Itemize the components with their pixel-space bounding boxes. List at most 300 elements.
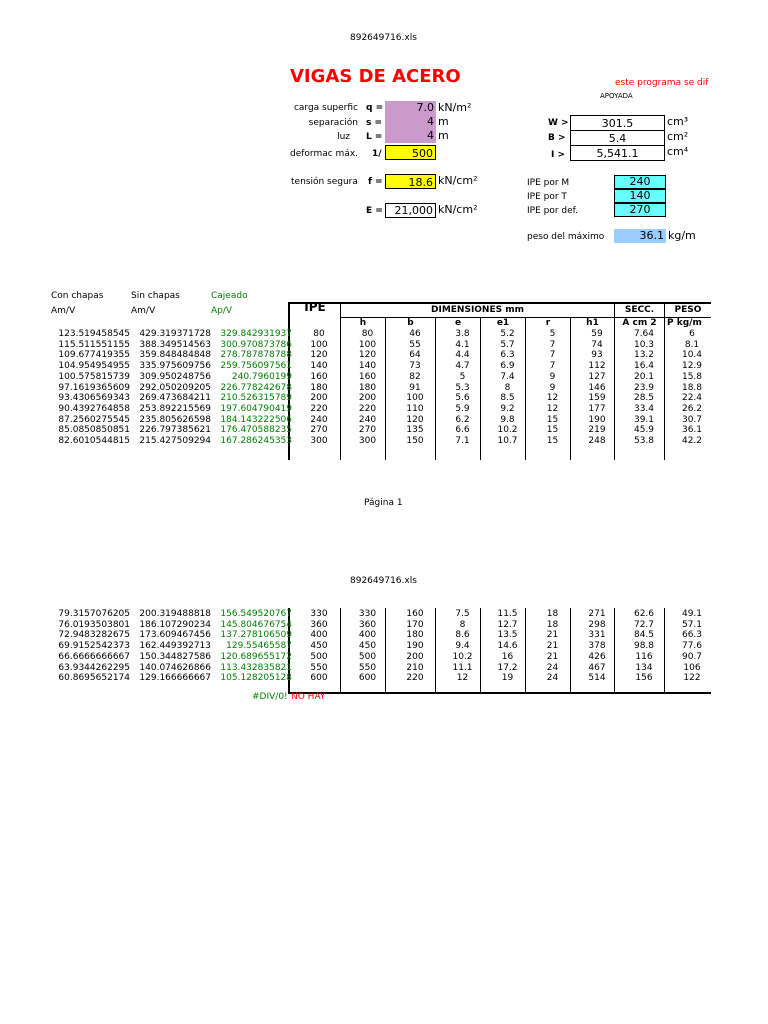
cell-peso: 18.8 (681, 382, 703, 393)
cell-h: 80 (361, 329, 374, 339)
cell-peso: 15.8 (681, 371, 703, 382)
cell-sin-chapas: 226.797385621 (139, 425, 211, 436)
cell-con-chapas: 123.519458545 (58, 329, 130, 339)
cell-h1: 74 (591, 339, 603, 350)
cell-h: 330 (358, 609, 377, 619)
luz-symbol: L = (366, 132, 383, 142)
cell-con-chapas: 79.3157076205 (58, 609, 130, 619)
tension-unit: kN/cm² (438, 174, 478, 187)
cell-con-chapas: 115.511551155 (58, 339, 130, 350)
cell-con-chapas: 76.0193503801 (58, 619, 130, 630)
cell-h1: 378 (588, 641, 606, 652)
cell-con-chapas: 90.4392764858 (58, 403, 130, 414)
cell-b: 120 (406, 414, 424, 425)
cell-e1: 16 (501, 651, 514, 662)
cell-r: 15 (546, 414, 559, 425)
cell-peso: 122 (683, 673, 701, 684)
tension-symbol: f = (368, 177, 383, 187)
cell-ipe: 240 (310, 414, 328, 425)
cell-e: 4.1 (455, 339, 470, 350)
cell-ipe: 200 (310, 393, 328, 404)
dimensiones-header: DIMENSIONES mm (431, 305, 524, 315)
cell-e: 4.7 (455, 361, 470, 372)
cell-sin-chapas: 269.473684211 (139, 393, 211, 404)
cell-cajeado: 167.286245353 (220, 436, 292, 447)
r-header: r (545, 318, 551, 328)
cell-sin-chapas: 335.975609756 (139, 361, 211, 372)
cell-cajeado: 278.787878788 (220, 350, 292, 361)
cell-h: 140 (358, 361, 377, 372)
cell-con-chapas: 63.9344262295 (58, 662, 130, 673)
cell-area: 84.5 (633, 630, 655, 641)
deformacion-label: deformac máx. (290, 149, 359, 159)
cell-r: 21 (546, 630, 559, 641)
cell-e1: 19 (501, 673, 514, 684)
cell-cajeado: 300.970873786 (220, 339, 292, 350)
cell-h1: 159 (588, 393, 606, 404)
table-row (51, 415, 715, 426)
luz-unit: m (438, 129, 449, 142)
e1-header: e1 (496, 318, 510, 328)
cell-peso: 22.4 (681, 393, 703, 404)
cell-r: 21 (546, 651, 559, 662)
cell-h1: 93 (591, 350, 603, 361)
cell-r: 24 (546, 673, 559, 684)
cell-b: 160 (406, 609, 424, 619)
table-row (51, 620, 715, 631)
cell-cajeado: 145.804676754 (220, 619, 292, 630)
con-chapas-unit: Am/V (51, 306, 76, 316)
cell-h: 600 (358, 673, 377, 684)
cell-h: 240 (358, 414, 377, 425)
cell-b: 135 (406, 425, 424, 436)
cell-area: 134 (635, 662, 653, 673)
cell-con-chapas: 97.1619365609 (58, 382, 130, 393)
tension-label: tensión segura (291, 177, 358, 187)
cell-area: 13.2 (633, 350, 655, 361)
cell-cajeado: 120.689655172 (220, 651, 292, 662)
cell-h: 180 (358, 382, 377, 393)
cell-e: 5.6 (455, 393, 470, 404)
cell-ipe: 160 (310, 371, 328, 382)
table-row (51, 641, 715, 652)
table-row (51, 663, 715, 674)
cell-r: 7 (549, 339, 556, 350)
cell-r: 7 (549, 361, 556, 372)
cell-cajeado: 329.842931937 (220, 329, 292, 339)
cell-b: 82 (409, 371, 421, 382)
cell-h: 220 (358, 403, 377, 414)
table-row (51, 350, 715, 361)
cell-r: 18 (546, 609, 559, 619)
cell-r: 21 (546, 641, 559, 652)
page-title: VIGAS DE ACERO (290, 66, 461, 87)
cell-peso: 10.4 (681, 350, 703, 361)
cell-h: 450 (358, 641, 377, 652)
cell-h1: 331 (588, 630, 606, 641)
cell-e1: 6.9 (500, 361, 515, 372)
table-row (51, 383, 715, 394)
cell-peso: 66.3 (681, 630, 703, 641)
cell-ipe: 400 (310, 630, 328, 641)
cell-area: 156 (635, 673, 653, 684)
cell-h1: 112 (588, 361, 606, 372)
cell-area: 39.1 (633, 414, 655, 425)
cell-e1: 14.6 (497, 641, 518, 652)
cell-b: 150 (406, 436, 424, 447)
table-row (51, 630, 715, 641)
cell-cajeado: 259.756097561 (220, 361, 292, 372)
cell-h1: 426 (588, 651, 606, 662)
cell-e: 5.9 (455, 403, 470, 414)
cell-b: 55 (409, 339, 421, 350)
cell-con-chapas: 69.9152542373 (58, 641, 130, 652)
cell-r: 9 (549, 382, 556, 393)
cell-h1: 177 (588, 403, 606, 414)
cell-e1: 11.5 (497, 609, 518, 619)
w-unit: cm³ (667, 115, 689, 128)
cell-con-chapas: 85.0850850851 (58, 425, 130, 436)
cell-e: 6.2 (455, 414, 470, 425)
cell-sin-chapas: 429.319371728 (139, 329, 211, 339)
cell-sin-chapas: 235.805626598 (139, 414, 211, 425)
carga-unit: kN/m² (438, 101, 472, 114)
deformacion-input[interactable]: 500 (385, 145, 436, 160)
cell-ipe: 140 (310, 361, 328, 372)
ipe-m-label: IPE por M (527, 178, 570, 188)
cell-h1: 514 (588, 673, 606, 684)
cell-r: 5 (549, 329, 556, 339)
cell-h1: 248 (588, 436, 606, 447)
cell-e: 12 (456, 673, 469, 684)
table-row (51, 340, 715, 351)
cell-h1: 127 (588, 371, 606, 382)
cell-peso: 6 (689, 329, 695, 339)
cell-con-chapas: 60.8695652174 (58, 673, 130, 684)
cell-e1: 5.7 (500, 339, 515, 350)
cell-area: 16.4 (633, 361, 655, 372)
cell-ipe: 500 (310, 651, 328, 662)
cell-h1: 467 (588, 662, 606, 673)
cell-r: 24 (546, 662, 559, 673)
peso-label: peso del máximo (527, 232, 605, 242)
cell-h: 100 (358, 339, 377, 350)
cell-e1: 12.7 (497, 619, 518, 630)
cell-h1: 190 (588, 414, 606, 425)
cell-area: 33.4 (633, 403, 655, 414)
carga-symbol: q = (366, 103, 384, 113)
cell-b: 210 (406, 662, 424, 673)
cell-con-chapas: 72.9483282675 (58, 630, 130, 641)
table-row (51, 673, 715, 684)
deformacion-symbol: 1/ (372, 149, 382, 159)
program-note: este programa se dif (615, 78, 709, 88)
cell-cajeado: 113.432835821 (220, 662, 292, 673)
elasticity-unit: kN/cm² (438, 203, 478, 216)
peso-header: PESO (674, 305, 702, 315)
cell-sin-chapas: 253.892215569 (139, 403, 211, 414)
ipe-table-page2 (51, 609, 715, 684)
cell-h: 200 (358, 393, 377, 404)
cell-h1: 59 (591, 329, 603, 339)
carga-label: carga superfic (293, 103, 358, 113)
cell-h: 160 (358, 371, 377, 382)
cell-cajeado: 197.604790419 (220, 403, 292, 414)
cell-sin-chapas: 359.848484848 (139, 350, 211, 361)
cell-e: 8 (459, 619, 466, 630)
cell-e1: 8.5 (500, 393, 515, 404)
b-value: 5.4 (570, 130, 665, 146)
cell-area: 23.9 (633, 382, 655, 393)
cell-cajeado: 129.55465587 (226, 641, 292, 652)
cell-e1: 9.8 (500, 414, 515, 425)
cell-e: 5 (459, 371, 466, 382)
secc-header: SECC. (624, 305, 655, 315)
b-symbol: B > (548, 133, 566, 143)
cell-peso: 26.2 (681, 403, 703, 414)
cell-e: 10.2 (452, 651, 473, 662)
tension-input[interactable]: 18.6 (385, 174, 436, 189)
luz-input[interactable]: 4 (385, 129, 436, 143)
cell-con-chapas: 104.954954955 (58, 361, 130, 372)
cell-peso: 106 (683, 662, 701, 673)
cell-sin-chapas: 186.107290234 (139, 619, 211, 630)
cell-e1: 10.2 (497, 425, 518, 436)
cell-b: 73 (409, 361, 421, 372)
table-row (51, 393, 715, 404)
cell-e: 6.6 (455, 425, 470, 436)
cell-ipe: 330 (310, 609, 328, 619)
cell-peso: 30.7 (681, 414, 703, 425)
cell-sin-chapas: 173.609467456 (139, 630, 211, 641)
cell-peso: 8.1 (684, 339, 700, 350)
cell-cajeado: 240.7960199 (231, 371, 292, 382)
cell-peso: 49.1 (681, 609, 703, 619)
cell-h: 300 (358, 436, 377, 447)
cell-sin-chapas: 292.050209205 (139, 382, 211, 393)
cell-sin-chapas: 162.449392713 (139, 641, 211, 652)
cell-area: 7.64 (633, 329, 655, 339)
cell-peso: 57.1 (681, 619, 703, 630)
luz-label: luz (337, 132, 350, 142)
peso-unit: kg/m (668, 229, 696, 242)
ipe-m-value: 240 (614, 175, 666, 189)
cell-b: 110 (406, 403, 424, 414)
separacion-input[interactable]: 4 (385, 115, 436, 129)
cell-con-chapas: 109.677419355 (58, 350, 130, 361)
page-number: Página 1 (364, 498, 403, 508)
cell-h: 550 (358, 662, 377, 673)
cell-cajeado: 105.128205128 (220, 673, 292, 684)
cell-e: 7.1 (455, 436, 470, 447)
cell-ipe: 100 (310, 339, 328, 350)
w-symbol: W > (548, 118, 569, 128)
ipe-def-label: IPE por def. (527, 206, 579, 216)
cell-e: 9.4 (455, 641, 470, 652)
cell-h1: 146 (588, 382, 606, 393)
cell-r: 7 (549, 350, 556, 361)
cell-h: 500 (358, 651, 377, 662)
cell-area: 53.8 (633, 436, 655, 447)
cell-con-chapas: 66.6666666667 (58, 651, 130, 662)
ipe-table-page1 (51, 329, 715, 447)
cell-peso: 42.2 (681, 436, 703, 447)
no-hay-label: NO HAY (291, 692, 326, 702)
cell-area: 72.7 (633, 619, 655, 630)
table-row (51, 425, 715, 436)
cell-area: 20.1 (633, 371, 655, 382)
cell-r: 15 (546, 425, 559, 436)
cell-ipe: 120 (310, 350, 328, 361)
cell-b: 170 (406, 619, 424, 630)
separacion-symbol: s = (366, 118, 383, 128)
cell-h1: 219 (588, 425, 606, 436)
cell-area: 45.9 (633, 425, 655, 436)
cell-r: 9 (549, 371, 556, 382)
cajeado-unit: Ap/V (211, 306, 233, 316)
cell-area: 28.5 (633, 393, 655, 404)
cell-e1: 9.2 (500, 403, 515, 414)
b-unit: cm² (667, 130, 689, 143)
cell-ipe: 80 (313, 329, 325, 339)
cell-b: 46 (409, 329, 421, 339)
cell-b: 220 (406, 673, 424, 684)
cell-h: 360 (358, 619, 377, 630)
h1-header: h1 (586, 318, 599, 328)
cell-e1: 7.4 (500, 371, 515, 382)
table-row (51, 436, 715, 447)
cell-e: 5.3 (455, 382, 470, 393)
i-symbol: I > (551, 150, 566, 160)
cell-sin-chapas: 309.950248756 (139, 371, 211, 382)
cell-area: 116 (635, 651, 653, 662)
cell-con-chapas: 100.575815739 (58, 371, 130, 382)
cell-e1: 6.3 (500, 350, 515, 361)
cell-con-chapas: 93.4306569343 (58, 393, 130, 404)
cell-ipe: 300 (310, 436, 328, 447)
elasticity-symbol: E = (366, 206, 383, 216)
cell-h: 270 (358, 425, 377, 436)
cell-e1: 13.5 (497, 630, 518, 641)
file-name-header: 892649716.xls (350, 33, 417, 43)
cell-b: 200 (406, 651, 424, 662)
i-value: 5,541.1 (570, 145, 665, 161)
e-header: e (454, 318, 462, 328)
cell-ipe: 600 (310, 673, 328, 684)
cell-ipe: 450 (310, 641, 328, 652)
cell-r: 15 (546, 436, 559, 447)
cell-cajeado: 137.278106509 (220, 630, 292, 641)
cell-b: 100 (406, 393, 424, 404)
separacion-unit: m (438, 115, 449, 128)
cell-con-chapas: 87.2560275545 (58, 414, 130, 425)
cell-e: 11.1 (452, 662, 473, 673)
cell-cajeado: 210.526315789 (220, 393, 292, 404)
cell-peso: 90.7 (681, 651, 703, 662)
cell-r: 18 (546, 619, 559, 630)
w-value: 301.5 (570, 115, 665, 131)
cell-e: 4.4 (455, 350, 470, 361)
cell-e1: 8 (504, 382, 511, 393)
cell-area: 98.8 (633, 641, 655, 652)
p-header: P kg/m (667, 318, 702, 328)
div-error: #DIV/0! (252, 692, 288, 702)
table-row (51, 652, 715, 663)
cell-cajeado: 226.778242678 (220, 382, 292, 393)
cell-ipe: 270 (310, 425, 328, 436)
ipe-t-value: 140 (614, 189, 666, 203)
support-type-label: APOYADA (600, 92, 633, 100)
i-unit: cm⁴ (667, 145, 689, 158)
cell-peso: 36.1 (681, 425, 703, 436)
con-chapas-header: Con chapas (51, 291, 104, 301)
ipe-header: IPE (304, 300, 326, 314)
cell-cajeado: 176.470588235 (220, 425, 292, 436)
cell-e1: 17.2 (497, 662, 518, 673)
cell-e: 8.6 (455, 630, 470, 641)
cell-sin-chapas: 388.349514563 (139, 339, 211, 350)
table-row (51, 361, 715, 372)
cell-e: 3.8 (455, 329, 470, 339)
cell-cajeado: 184.143222506 (220, 414, 292, 425)
cell-e1: 10.7 (497, 436, 518, 447)
cell-b: 91 (409, 382, 421, 393)
cell-sin-chapas: 129.166666667 (139, 673, 211, 684)
b-header: b (407, 318, 414, 328)
elasticity-input[interactable]: 21,000 (385, 203, 436, 218)
table-row (51, 372, 715, 383)
table-row (51, 404, 715, 415)
ipe-def-value: 270 (614, 203, 666, 217)
cell-ipe: 360 (310, 619, 328, 630)
cell-area: 62.6 (633, 609, 655, 619)
peso-value: 36.1 (614, 229, 666, 243)
cell-b: 190 (406, 641, 424, 652)
carga-input[interactable]: 7.0 (385, 101, 436, 115)
cell-sin-chapas: 140.074626866 (139, 662, 211, 673)
h-header: h (359, 318, 367, 328)
cell-cajeado: 156.549520767 (220, 609, 292, 619)
cell-ipe: 220 (310, 403, 328, 414)
sin-chapas-header: Sin chapas (131, 291, 180, 301)
cell-b: 64 (409, 350, 421, 361)
cell-area: 10.3 (633, 339, 655, 350)
cell-e1: 5.2 (500, 329, 515, 339)
cell-sin-chapas: 150.344827586 (139, 651, 211, 662)
cell-ipe: 550 (310, 662, 328, 673)
cell-h: 400 (358, 630, 377, 641)
cell-peso: 77.6 (681, 641, 703, 652)
cell-h: 120 (358, 350, 377, 361)
cell-r: 12 (546, 393, 559, 404)
ipe-t-label: IPE por T (527, 192, 567, 202)
cell-e: 7.5 (455, 609, 470, 619)
cajeado-header: Cajeado (211, 291, 248, 301)
cell-peso: 12.9 (681, 361, 703, 372)
cell-r: 12 (546, 403, 559, 414)
cell-h1: 271 (588, 609, 606, 619)
sin-chapas-unit: Am/V (131, 306, 156, 316)
cell-b: 180 (406, 630, 424, 641)
cell-sin-chapas: 200.319488818 (139, 609, 211, 619)
cell-sin-chapas: 215.427509294 (139, 436, 211, 447)
area-header: A cm 2 (622, 318, 657, 328)
table-row (51, 329, 715, 340)
cell-ipe: 180 (310, 382, 328, 393)
table-row (51, 609, 715, 620)
cell-con-chapas: 82.6010544815 (58, 436, 130, 447)
file-name-header-page2: 892649716.xls (350, 576, 417, 586)
